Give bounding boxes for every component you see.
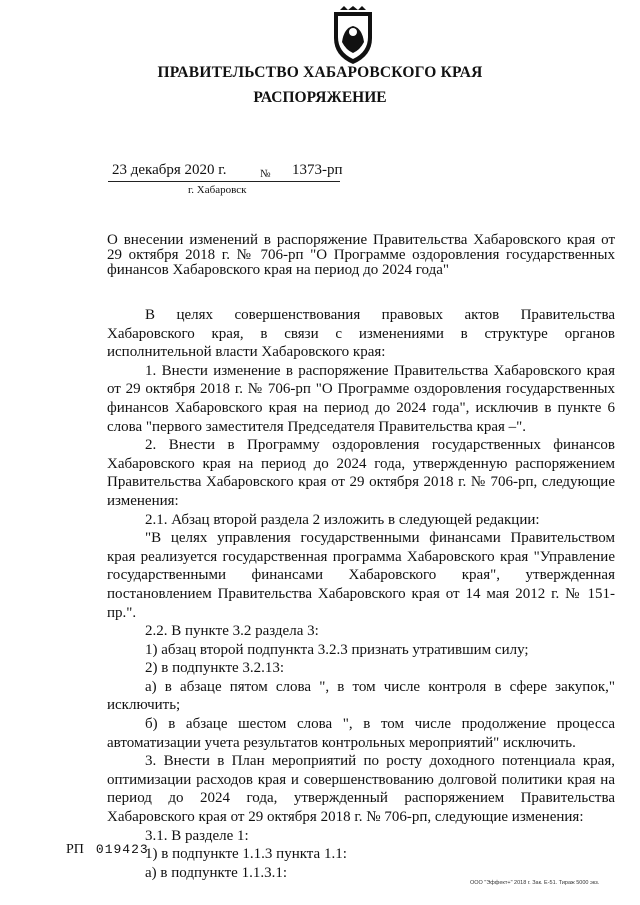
printer-note: ООО "Эффект+" 2018 г. Зак. Е-51. Тираж 5000 экз. — [470, 880, 600, 886]
document-number: 1373-рп — [292, 162, 343, 178]
paragraph: 1. Внести изменение в распоряжение Правительства Хабаровского края от 29 октября 2018 г. № 706-рп "О Программе оздоровления государственных финансов Хабаровского края на период до 2024 года", исключив в пункте 6 слова "первого заместителя Председателя Правительства края –". — [107, 362, 615, 435]
coat-of-arms-icon — [326, 6, 380, 66]
paragraph: 2) в подпункте 3.2.13: — [145, 660, 285, 677]
date-underline — [108, 181, 340, 182]
document-date: 23 декабря 2020 г. — [112, 162, 227, 178]
form-serial-number: 019423 — [95, 842, 149, 857]
paragraph: 2. Внести в Программу оздоровления государственных финансов Хабаровского края на период до 2024 года, утвержденную распоряжением Правительства Хабаровского края от 29 октября 2018 г. № 706-рп, следующие изменения: — [107, 437, 615, 509]
form-series: РП — [66, 842, 84, 857]
paragraph: 1) абзац второй подпункта 3.2.3 признать утратившим силу; — [145, 641, 529, 658]
paragraph: а) в абзаце пятом слова ", в том числе контроля в сфере закупок," исключить; — [107, 678, 615, 714]
document-type: РАСПОРЯЖЕНИЕ — [253, 89, 387, 106]
paragraph: "В целях управления государственными финансами Правительством края реализуется государственная программа Хабаровского края "Управление государственными финансами Хабаровского края", утвержденная постановлением Правительства Хабаровского края от 14 мая 2012 г. № 151-пр.". — [107, 530, 615, 621]
paragraph: В целях совершенствования правовых актов Правительства Хабаровского края, в связи с изменениями в структуре органов исполнительной власти Хабаровского края: — [107, 307, 615, 361]
paragraph: а) в подпункте 1.1.3.1: — [145, 864, 287, 881]
paragraph: 2.1. Абзац второй раздела 2 изложить в следующей редакции: — [145, 511, 540, 528]
document-body — [107, 306, 615, 882]
form-serial — [66, 842, 149, 858]
date-number-line — [112, 162, 362, 180]
number-sign: № — [260, 168, 271, 180]
organization-title: ПРАВИТЕЛЬСТВО ХАБАРОВСКОГО КРАЯ — [157, 64, 483, 81]
paragraph: 3.1. В разделе 1: — [145, 827, 249, 844]
paragraph: 1) в подпункте 1.1.3 пункта 1.1: — [145, 846, 347, 863]
paragraph: 2.2. В пункте 3.2 раздела 3: — [145, 623, 319, 640]
city: г. Хабаровск — [188, 184, 247, 196]
paragraph: б) в абзаце шестом слова ", в том числе продолжение процесса автоматизации учета результатов контрольных мероприятий" исключить. — [107, 716, 615, 751]
document-subject: О внесении изменений в распоряжение Правительства Хабаровского края от 29 октября 2018 г. № 706-рп "О Программе оздоровления государственных финансов Хабаровского края на период до 2024 года" — [107, 232, 615, 278]
paragraph: 3. Внести в План мероприятий по росту доходного потенциала края, оптимизации расходов края и совершенствованию долговой политики края на период до 2024 года, утвержденный распоряжением Правительства Хабаровского края от 29 октября 2018 г. № 706-рп, следующие изменения: — [107, 753, 615, 826]
